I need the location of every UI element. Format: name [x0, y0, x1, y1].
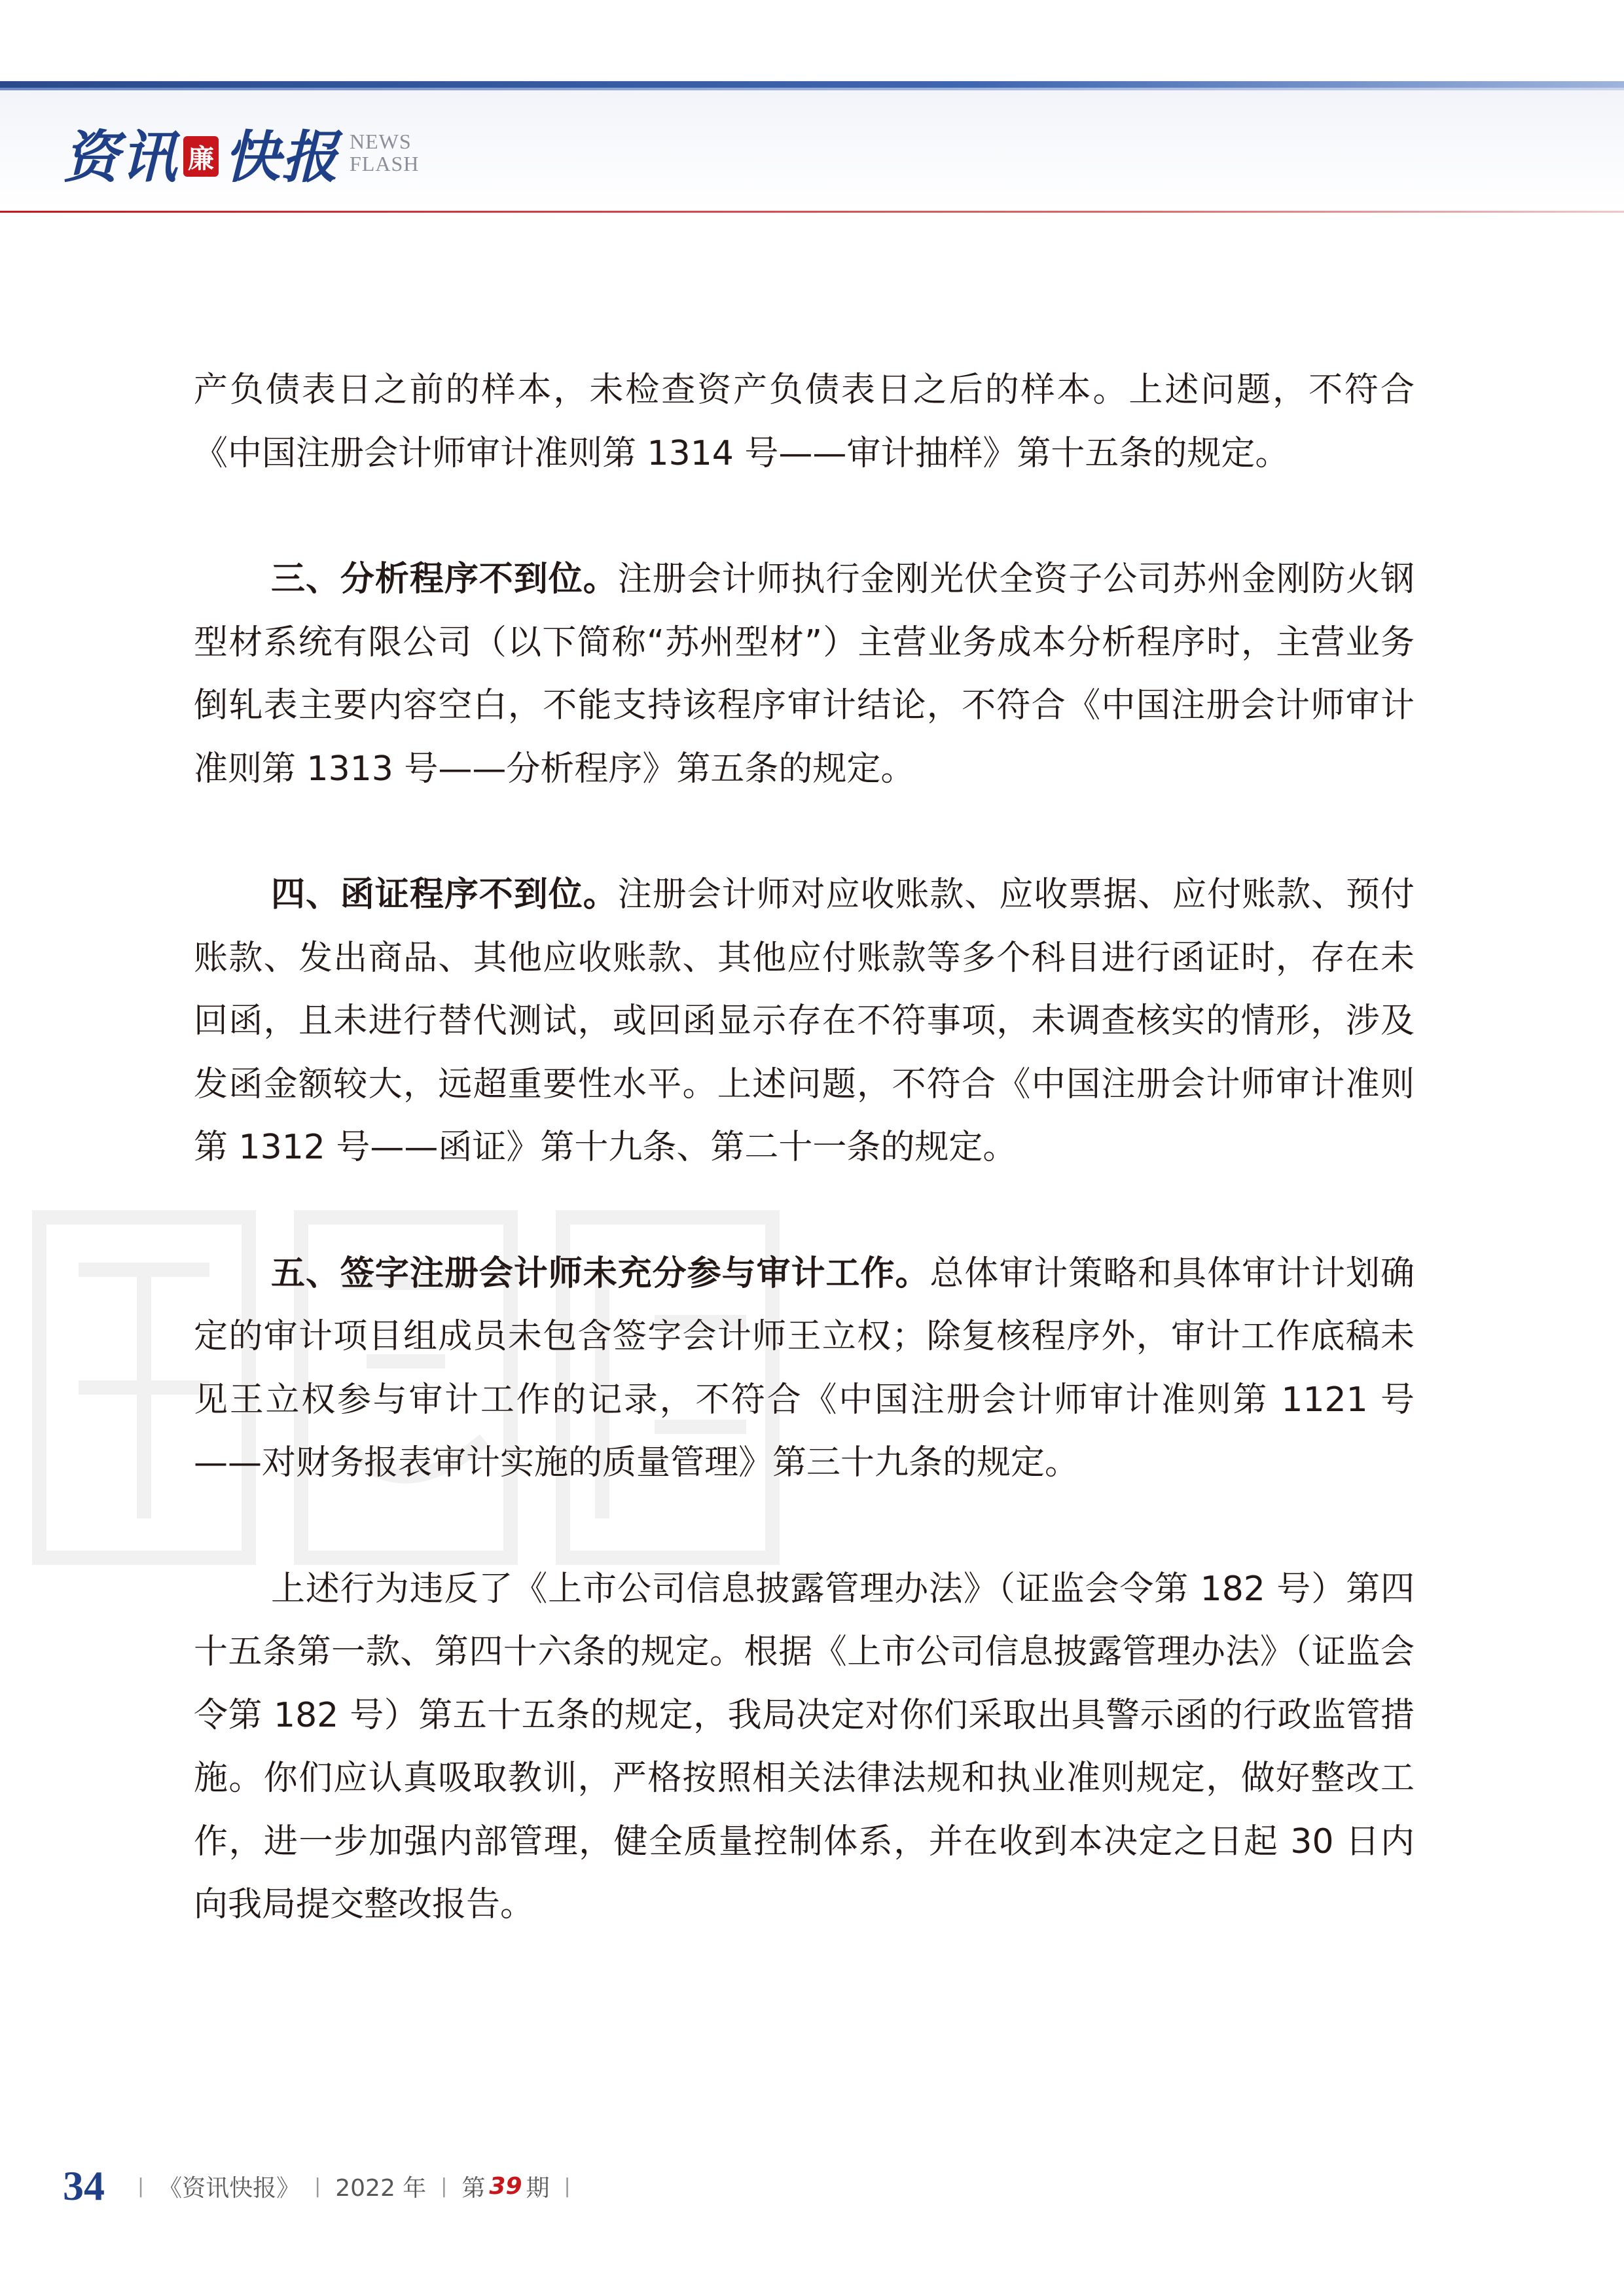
- section-heading-3: 三、分析程序不到位。: [271, 560, 618, 599]
- page-footer: [63, 2160, 585, 2212]
- masthead-title-part1: 资讯: [63, 124, 178, 190]
- paragraph-text-3: 注册会计师执行金刚光伏全资子公司苏州金刚防火钢型材系统有限公司（以下简称“苏州型材”）主营业务成本分析程序时，主营业务倒轧表主要内容空白，不能支持该程序审计结论，不符合《中国注册会计师审计准则第 1313 号——分析程序》第五条的规定。: [194, 560, 1415, 789]
- seal-icon: 廉: [183, 136, 219, 177]
- paragraph-text-4: 注册会计师对应收账款、应收票据、应付账款、预付账款、发出商品、其他应收账款、其他应付账款等多个科目进行函证时，存在未回函，且未进行替代测试，或回函显示存在不符事项，未调查核实的情形，涉及发函金额较大，远超重要性水平。上述问题，不符合《中国注册会计师审计准则第 1312 号——函证》第十九条、第二十一条的规定。: [194, 875, 1415, 1167]
- header-red-rule: [0, 211, 1624, 213]
- paragraph-text-5: 总体审计策略和具体审计计划确定的审计项目组成员未包含签字会计师王立权；除复核程序外，审计工作底稿未见王立权参与审计工作的记录，不符合《中国注册会计师审计准则第 1121 号——对财务报表审计实施的质量管理》第三十九条的规定。: [194, 1253, 1415, 1482]
- masthead-subtitle: [350, 130, 419, 175]
- header-blue-band: [0, 81, 1624, 88]
- section-heading-5: 五、签字注册会计师未充分参与审计工作。: [271, 1253, 930, 1293]
- masthead-subtitle-line1: NEWS: [350, 130, 412, 153]
- page-number: 34: [63, 2162, 105, 2209]
- masthead: [63, 117, 419, 188]
- paragraph-confirmation-procedure: [194, 863, 1415, 1179]
- paragraph-continuation: 产负债表日之前的样本，未检查资产负债表日之后的样本。上述问题，不符合《中国注册会计师审计准则第 1314 号——审计抽样》第十五条的规定。: [194, 370, 1415, 473]
- footer-publication: 《资讯快报》: [158, 2174, 300, 2202]
- section-heading-4: 四、函证程序不到位。: [271, 875, 618, 914]
- masthead-title-part2: 快报: [224, 124, 339, 190]
- paragraph-conclusion: 上述行为违反了《上市公司信息披露管理办法》（证监会令第 182 号）第四十五条第一款、第四十六条的规定。根据《上市公司信息披露管理办法》（证监会令第 182 号）第五十五条的规定，我局决定对你们采取出具警示函的行政监管措施。你们应认真吸取教训，严格按照相关法律法规和执业准则规定，做好整改工作，进一步加强内部管理，健全质量控制体系，并在收到本决定之日起 30 日内向我局提交整改报告。: [194, 1569, 1415, 1924]
- footer-issue-prefix: 第: [461, 2174, 486, 2202]
- footer-issue-suffix: 期: [526, 2174, 550, 2202]
- paragraph-signing-cpa: [194, 1242, 1415, 1495]
- paragraph-analysis-procedure: [194, 548, 1415, 800]
- footer-issue-number: 39: [489, 2172, 522, 2200]
- footer-year: 2022 年: [335, 2174, 427, 2202]
- masthead-subtitle-line2: FLASH: [350, 152, 420, 175]
- footer-separator: |: [137, 2174, 145, 2198]
- footer-separator: |: [441, 2174, 448, 2198]
- footer-separator: |: [314, 2174, 321, 2198]
- footer-separator: |: [564, 2174, 571, 2198]
- article-body: [194, 359, 1415, 2000]
